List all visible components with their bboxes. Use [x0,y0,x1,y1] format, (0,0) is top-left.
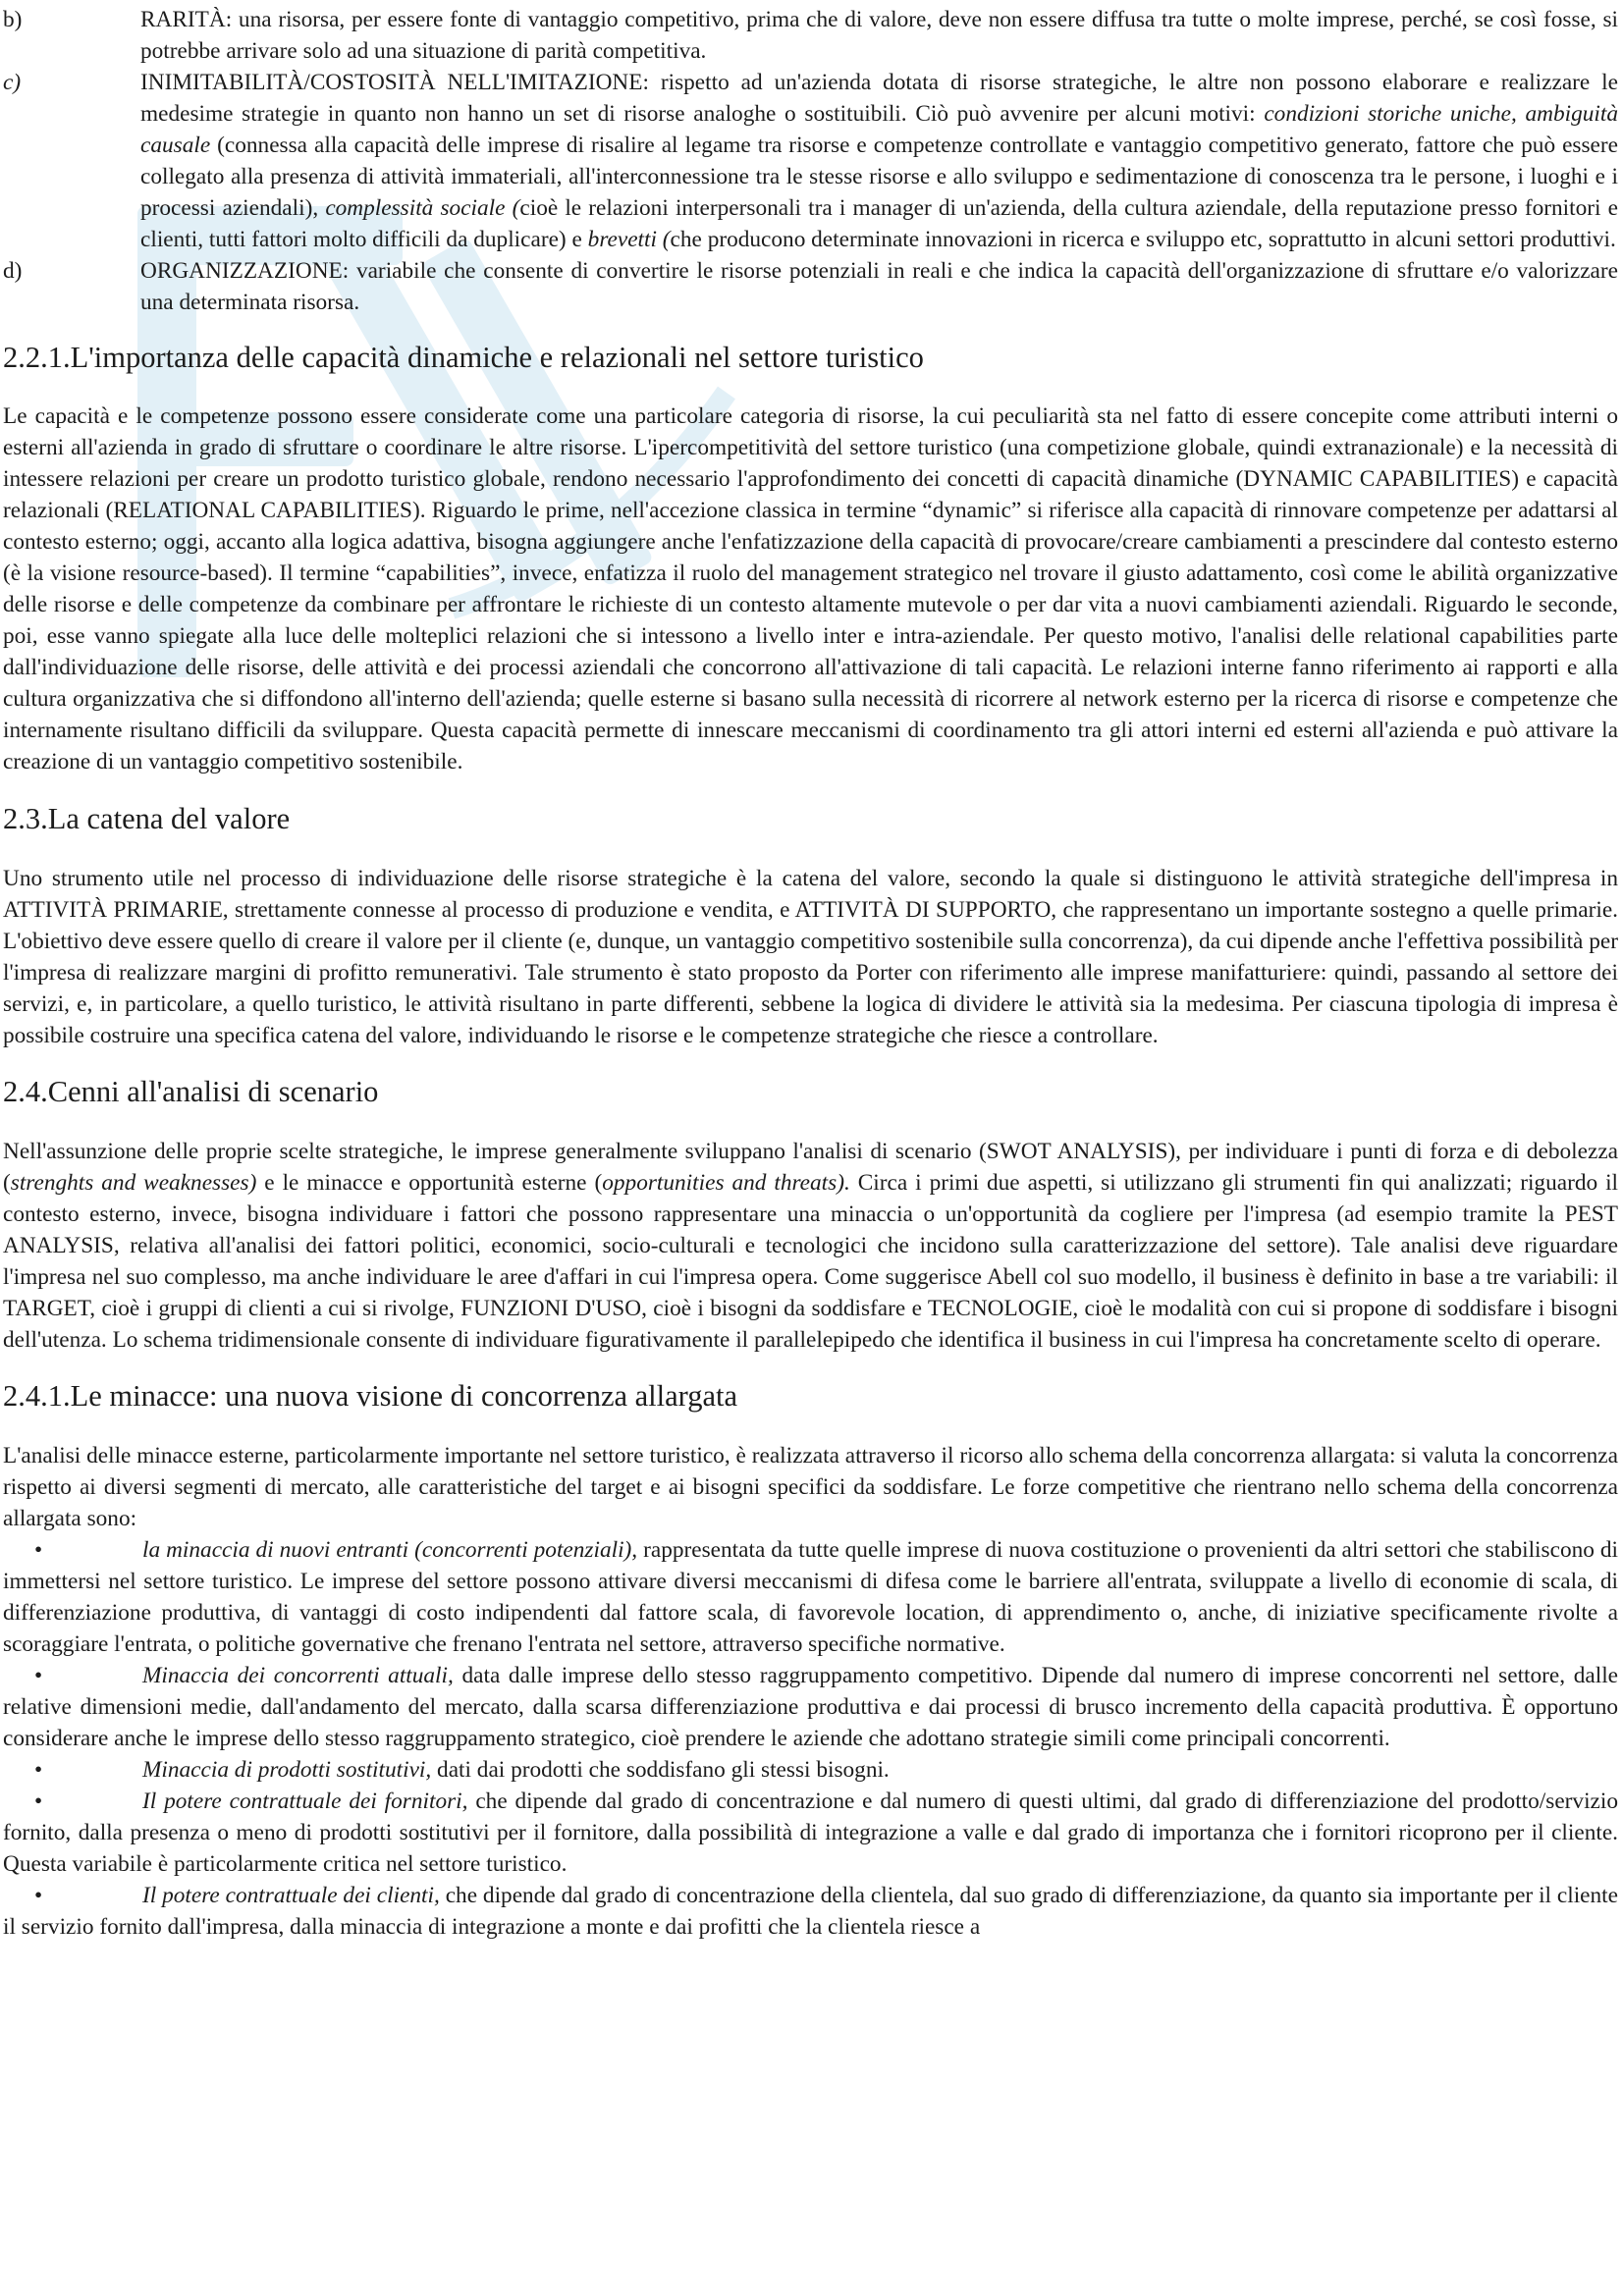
item-text: cioè le relazioni interpersonali tra i manager di un'azienda, della cultura aziendale, della reputazione presso fornitori e clienti, tutti fattori molto difficili da duplicare) e [140,195,1618,252]
paragraph-text: Circa i primi due aspetti, si utilizzano gli strumenti fin qui analizzati; riguardo il contesto esterno, invece, bisogna individuare i fattori che possono rappresentare una minaccia o un'opportunità da cogliere per l'impresa (ad esempio tramite la PEST ANALYSIS, relativa all'analisi dei fattori politici, economici, socio-culturali e tecnologici che incidono sulla caratterizzazione del settore). Tale analisi deve riguardare l'impresa nel suo complesso, ma anche individuare le aree d'affari in cui l'impresa opera. Come suggerisce Abell col suo modello, il business è definito in base a tre variabili: il TARGET, cioè i gruppi di clienti a cui si rivolge, FUNZIONI D'USO, cioè i bisogni da soddisfare e TECNOLOGIE, cioè le modalità con cui si propone di soddisfare i bisogni dell'utenza. Lo schema tridimensionale consente di individuare figurativamente il parallelepipedo che identifica il business in cui l'impresa ha concretamente scelto di operare. [3,1170,1619,1353]
bullet-mark: • [34,1663,43,1688]
bullet-lead: Il potere contrattuale dei clienti, [142,1883,440,1908]
bullet-item [3,1754,1618,1786]
item-text: INIMITABILITÀ/COSTOSITÀ NELL'IMITAZIONE: rispetto ad un'azienda dotata di risorse strategiche, le altre non possono elaborare e realizzare le medesime strategie in quanto non hanno un set di risorse analoghe o sostituibili. Ciò può avvenire per alcuni motivi: [140,70,1618,127]
section-heading-2-3: 2.3.La catena del valore [3,802,291,835]
bullet-item [3,1880,1618,1943]
bullet-list [3,1534,1618,1943]
section-heading-2-2-1: 2.2.1.L'importanza delle capacità dinamiche e relazionali nel settore turistico [3,341,924,374]
bullet-lead: Il potere contrattuale dei fornitori, [142,1789,468,1814]
bullet-item [3,1786,1618,1880]
item-label: d) [3,258,23,284]
bullet-text: che dipende dal grado di concentrazione e dal numero di questi ultimi, dal grado di differenziazione del prodotto/servizio fornito, dalla presenza o meno di prodotti sostitutivi per il fornitore, dalla possibilità di integrazione a valle e dal grado di importanza che i fornitori ricoprono per il cliente. Questa variabile è particolarmente critica nel settore turistico. [3,1789,1619,1877]
item-label: b) [3,7,23,32]
item-text: , [1510,101,1526,127]
bullet-item [3,1660,1618,1754]
bullet-lead: Minaccia dei concorrenti attuali, [142,1663,454,1688]
paragraph-emphasis: strenghts and weaknesses) [10,1170,257,1196]
section-paragraph: Uno strumento utile nel processo di individuazione delle risorse strategiche è la catena del valore, secondo la quale si distinguono le attività strategiche dell'impresa in ATTIVITÀ PRIMARIE, strettamente connesse al processo di produzione e vendita, e ATTIVITÀ DI SUPPORTO, che rappresentano un importante sostegno a quelle primarie. L'obiettivo deve essere quello di creare il valore per il cliente (e, dunque, un vantaggio competitivo sostenibile sulla concorrenza), da cui dipende anche l'effettiva possibilità per l'impresa di realizzare margini di profitto remunerativi. Tale strumento è stato proposto da Porter con riferimento alle imprese manifatturiere: quindi, passando al settore dei servizi, e, in particolare, a quello turistico, le attività risultano in parte differenti, sebbene la logica di dividere le attività sia la medesima. Per ciascuna tipologia di impresa è possibile costruire una specifica catena del valore, individuando le risorse e le competenze strategiche che riesce a controllare. [3,866,1618,1048]
bullet-mark: • [34,1883,43,1908]
section-paragraph: L'analisi delle minacce esterne, particolarmente importante nel settore turistico, è realizzata attraverso il ricorso allo schema della concorrenza allargata: si valuta la concorrenza rispetto ai diversi segmenti di mercato, alle caratteristiche del target e ai bisogni specifici da soddisfare. Le forze competitive che rientrano nello schema della concorrenza allargata sono: [3,1443,1618,1531]
section-heading-2-4: 2.4.Cenni all'analisi di scenario [3,1075,379,1108]
item-emphasis: brevetti ( [587,227,671,252]
bullet-lead: Minaccia di prodotti sostitutivi, [142,1757,432,1783]
item-emphasis: ambiguità causale [140,101,1618,158]
list-item-c [3,67,1618,255]
bullet-text: che dipende dal grado di concentrazione della clientela, dal suo grado di differenziazione, da quanto sia importante per il cliente il servizio fornito dall'impresa, dalla minaccia di integrazione a monte e dai profitti che la clientela riesce a [3,1883,1618,1940]
bullet-item [3,1534,1618,1660]
section-heading-2-4-1: 2.4.1.Le minacce: una nuova visione di concorrenza allargata [3,1379,738,1413]
item-text: che producono determinate innovazioni in ricerca e sviluppo etc, soprattutto in alcuni settori produttivi. [670,227,1616,252]
bullet-mark: • [34,1757,43,1783]
document-text [3,4,1618,1943]
item-text: RARITÀ: una risorsa, per essere fonte di vantaggio competitivo, prima che di valore, deve non essere diffusa tra tutte o molte imprese, perché, se così fosse, si potrebbe arrivare solo ad una situazione di parità competitiva. [140,7,1618,64]
paragraph-text: Nell'assunzione delle proprie scelte strategiche, le imprese generalmente sviluppano l'analisi di scenario (SWOT ANALYSIS), per individuare i punti di forza e di debolezza ( [3,1139,1618,1196]
list-item-b [3,4,1618,67]
bullet-text: rappresentata da tutte quelle imprese di nuova costituzione o provenienti da altri settori che stabiliscono di immettersi nel settore turistico. Le imprese del settore possono attivare diversi meccanismi di difesa come le barriere all'entrata, sviluppate a livello di economie di scala, di differenziazione produttiva, di vantaggi di costo indipendenti dal fattore scala, di favorevole location, di apprendimento o, anche, di iniziative specificamente rivolte a scoraggiare l'entrata, o politiche governative che frenano l'entrata nel settore, attraverso specifiche normative. [3,1537,1618,1657]
bullet-lead: la minaccia di nuovi entranti (concorrenti potenziali), [142,1537,638,1563]
bullet-mark: • [34,1789,43,1814]
bullet-mark: • [34,1537,43,1563]
item-label: c) [3,70,22,95]
item-text: ORGANIZZAZIONE: variabile che consente di convertire le risorse potenziali in reali e che indica la capacità dell'organizzazione di sfruttare e/o valorizzare una determinata risorsa. [140,258,1618,315]
item-emphasis: condizioni storiche uniche [1264,101,1511,127]
bullet-text: data dalle imprese dello stesso raggruppamento competitivo. Dipende dal numero di imprese concorrenti nel settore, dalle relative dimensioni medie, dall'andamento del mercato, dalla scarsa differenziazione produttiva e dai processi di brusco incremento della capacità produttiva. È opportuno considerare anche le imprese dello stesso raggruppamento strategico, cioè prendere le aziende che adottano strategie simili come principali concorrenti. [3,1663,1619,1751]
paragraph-emphasis: opportunities and threats). [602,1170,850,1196]
bullet-text: dati dai prodotti che soddisfano gli stessi bisogni. [431,1757,890,1783]
item-text: (connessa alla capacità delle imprese di risalire al legame tra risorse e competenze controllate e vantaggio competitivo generato, fattore che può essere collegato alla presenza di attività immateriali, all'interconnessione tra le stesse risorse e allo sviluppo e sedimentazione di conoscenza tra le persone, i luoghi e i processi aziendali), [140,133,1618,221]
paragraph-text: e le minacce e opportunità esterne ( [256,1170,603,1196]
list-item-d [3,255,1618,318]
item-emphasis: complessità sociale ( [325,195,520,221]
section-paragraph: Le capacità e le competenze possono essere considerate come una particolare categoria di risorse, la cui peculiarità sta nel fatto di essere concepite come attributi interni o esterni all'azienda in grado di sfruttare o coordinare le altre risorse. L'ipercompetitività del settore turistico (una competizione globale, quindi extranazionale) e la necessità di intessere relazioni per creare un prodotto turistico globale, rendono necessario l'approfondimento dei concetti di capacità dinamiche (DYNAMIC CAPABILITIES) e capacità relazionali (RELATIONAL CAPABILITIES). Riguardo le prime, nell'accezione classica in termine “dynamic” si riferisce alla capacità di rinnovare competenze per adattarsi al contesto esterno; oggi, accanto alla logica adattiva, bisogna aggiungere anche l'enfatizzazione della capacità di provocare/creare cambiamenti a prescindere dal contesto esterno (è la visione resource-based). Il termine “capabilities”, invece, enfatizza il ruolo del management strategico nel trovare il giusto adattamento, così come le abilità organizzative delle risorse e delle competenze da combinare per affrontare le richieste di un contesto altamente mutevole o per dar vita a nuovi cambiamenti aziendali. Riguardo le seconde, poi, esse vanno spiegate alla luce delle molteplici relazioni che si intessono a livello inter e intra-aziendale. Per questo motivo, l'analisi delle relational capabilities parte dall'individuazione delle risorse, delle attività e dei processi aziendali che concorrono all'attivazione di tali capacità. Le relazioni interne fanno riferimento ai rapporti e alla cultura organizzativa che si diffondono all'interno dell'azienda; quelle esterne si basano sulla necessità di ricorrere al network esterno per la ricerca di risorse e competenze che internamente risultano difficili da sviluppare. Questa capacità permette di innescare meccanismi di coordinamento tra gli attori interni ed esterni all'azienda e può attivare la creazione di un vantaggio competitivo sostenibile. [3,403,1618,774]
section-paragraph [3,1136,1618,1356]
